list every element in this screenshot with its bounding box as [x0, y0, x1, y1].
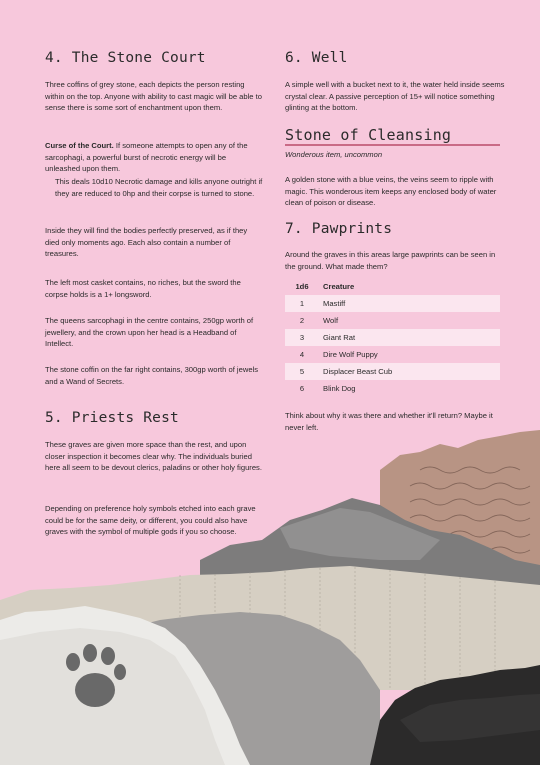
cleansing-text: A golden stone with a blue veins, the veins seem to ripple with magic. This wonderous item keeps any enclosed body of water clean of poison or disease. — [285, 175, 497, 208]
creature-name: Wolf — [319, 312, 500, 329]
creature-name: Dire Wolf Puppy — [319, 346, 500, 363]
roll-number: 1 — [285, 295, 319, 312]
stone-court-intro: Three coffins of grey stone, each depicts the person resting within on the top. Anyone with ability to cast magic will be able to sense there is some sort of enchantment upon them. — [45, 80, 262, 113]
item-subtitle: Wonderous item, uncommon — [285, 150, 383, 159]
creature-name: Giant Rat — [319, 329, 500, 346]
roll-number: 4 — [285, 346, 319, 363]
roll-number: 5 — [285, 363, 319, 380]
die-column-header: 1d6 — [295, 282, 309, 291]
pawprints-heading: 7. Pawprints — [285, 221, 393, 237]
creature-name: Blink Dog — [319, 380, 500, 397]
creature-name: Mastiff — [319, 295, 500, 312]
centre-sarcophagi-text: The queens sarcophagi in the centre contains, 250gp worth of jewellery, and the crown upon her head is a Headband of Intellect. — [45, 316, 254, 349]
priests-rest-heading: 5. Priests Rest — [45, 410, 179, 426]
pawprints-outro: Think about why it was there and whether it'll return? Maybe it never left. — [285, 411, 493, 432]
creature-column-header: Creature — [323, 282, 355, 291]
priests-rest-p1: These graves are given more space than the rest, and upon closer inspection it becomes clear why. The individuals buried here all seem to be devout clerics, paladins or other holy figures. — [45, 440, 262, 473]
roll-number: 2 — [285, 312, 319, 329]
priests-rest-p2: Depending on preference holy symbols etched into each grave could be for the same deity, or different, you could also have graves with the symbol of multiple gods if you so choose. — [45, 504, 256, 537]
bodies-text: Inside they will find the bodies perfectly preserved, as if they died only moments ago. Each also contain a number of treasures. — [45, 226, 248, 259]
left-casket-text: The left most casket contains, no riches, but the sword the corpse holds is a 1+ longsword. — [45, 278, 241, 299]
creature-name: Displacer Beast Cub — [319, 363, 500, 380]
curse-label: Curse of the Court. — [45, 141, 114, 150]
roll-number: 6 — [285, 380, 319, 397]
well-text: A simple well with a bucket next to it, the water held inside seems crystal clear. A passive perception of 15+ will notice something glinting at the bottom. — [285, 80, 505, 113]
stone-of-cleansing-heading: Stone of Cleansing — [285, 126, 452, 144]
curse-text: If someone attempts to open any of the sarcophagi, a powerful burst of necrotic energy will be unleashed upon them. — [45, 141, 248, 174]
stone-court-heading: 4. The Stone Court — [45, 50, 206, 66]
curse-damage: This deals 10d10 Necrotic damage and kills anyone outright if they are reduced to 0hp and their corpse is turned to stone. — [55, 177, 263, 198]
well-heading: 6. Well — [285, 50, 348, 66]
pawprints-text: Around the graves in this areas large pawprints can be seen in the ground. What made them? — [285, 250, 496, 271]
roll-number: 3 — [285, 329, 319, 346]
right-coffin-text: The stone coffin on the far right contains, 300gp worth of jewels and a Wand of Secrets. — [45, 365, 259, 386]
